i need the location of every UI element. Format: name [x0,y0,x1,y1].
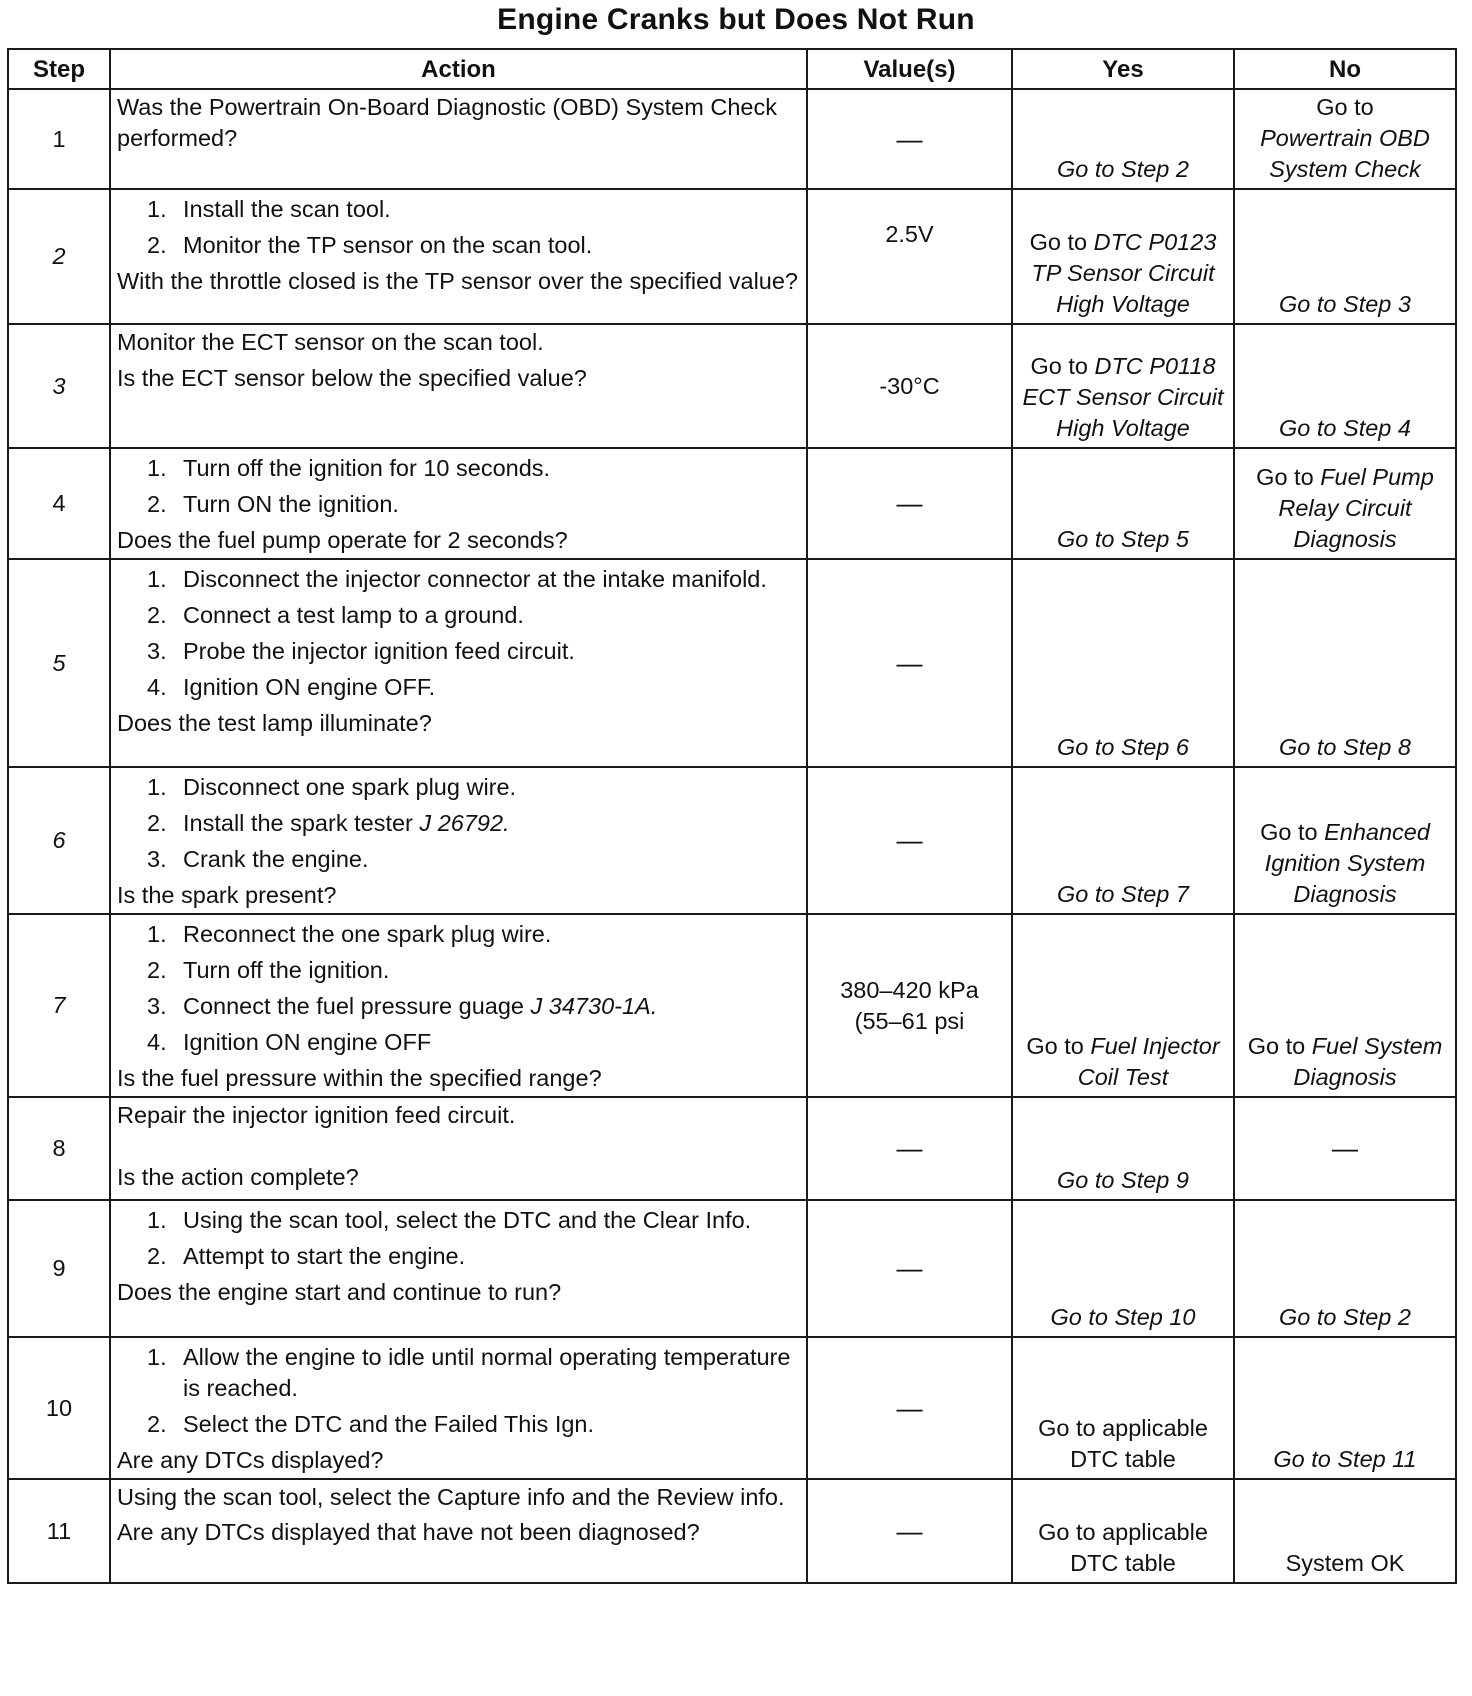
no-reference: Powertrain OBD System Check [1260,125,1430,182]
value-cell [807,914,1012,1097]
step-number: 10 [8,1337,110,1479]
action-substep: 2. Install the spark tester J 26792. [147,810,510,836]
no-prefix: Go to [1256,464,1314,490]
yes-cell: Go to Step 9 [1012,1097,1234,1200]
action-question: Is the action complete? [117,1164,359,1190]
table-row [8,1479,1456,1583]
table-row [8,189,1456,324]
action-question: Does the engine start and continue to run? [117,1279,562,1305]
no-reference: Fuel Pump Relay Circuit Diagnosis [1278,464,1434,552]
no-prefix: Go to [1260,819,1318,845]
diagnostic-table [7,48,1457,1584]
table-row [8,1337,1456,1479]
table-row [8,914,1456,1097]
table-row [8,89,1456,189]
action-substep: 2. Turn off the ignition. [147,957,390,983]
action-substep: 1. Turn off the ignition for 10 seconds. [147,455,551,481]
action-substep: 1. Reconnect the one spark plug wire. [147,921,552,947]
table-row [8,324,1456,448]
yes-cell: Go to Step 5 [1012,448,1234,559]
no-cell: — [1234,1097,1456,1200]
no-cell: Go to Step 2 [1234,1200,1456,1337]
yes-reference: DTC P0123 TP Sensor Circuit High Voltage [1031,229,1217,317]
no-cell: Go to Step 8 [1234,559,1456,767]
action-text: Using the scan tool, select the Capture info and the Review info. [117,1484,785,1510]
action-substep: 1. Disconnect one spark plug wire. [147,774,517,800]
step-number: 8 [8,1097,110,1200]
value-cell: — [807,448,1012,559]
no-cell [1234,767,1456,914]
yes-cell: Go to applicable DTC table [1012,1479,1234,1583]
action-substep: 1. Install the scan tool. [147,196,391,222]
action-substep: 2. Monitor the TP sensor on the scan tool. [147,232,593,258]
yes-cell [1012,189,1234,324]
action-substep: 2. Connect a test lamp to a ground. [147,602,524,628]
value-line: 380–420 kPa [840,976,979,1003]
no-cell [1234,914,1456,1097]
action-cell [110,914,807,1097]
action-cell [110,1479,807,1583]
action-substep: 3. Probe the injector ignition feed circuit. [147,638,575,664]
table-row [8,1097,1456,1200]
tool-reference: J 26792. [419,810,510,836]
yes-cell: Go to Step 7 [1012,767,1234,914]
no-cell: Go to Step 11 [1234,1337,1456,1479]
yes-cell: Go to Step 2 [1012,89,1234,189]
value-cell: — [807,89,1012,189]
step-number: 1 [8,89,110,189]
action-cell [110,448,807,559]
no-reference: Fuel System Diagnosis [1293,1033,1443,1090]
action-text: Was the Powertrain On-Board Diagnostic (OBD) System Check performed? [117,94,777,151]
action-question: Is the spark present? [117,882,337,908]
action-cell [110,1337,807,1479]
step-number: 11 [8,1479,110,1583]
action-question: Is the ECT sensor below the specified value? [117,365,587,391]
yes-cell: Go to applicable DTC table [1012,1337,1234,1479]
step-number: 9 [8,1200,110,1337]
value-cell: — [807,767,1012,914]
value-cell: -30°C [807,324,1012,448]
step-number: 5 [8,559,110,767]
header-no: No [1234,49,1456,89]
value-cell: — [807,1200,1012,1337]
action-substep: 1. Using the scan tool, select the DTC and the Clear Info. [147,1207,752,1233]
header-yes: Yes [1012,49,1234,89]
yes-cell [1012,324,1234,448]
yes-cell: Go to Step 6 [1012,559,1234,767]
yes-prefix: Go to [1026,1033,1084,1059]
step-number: 3 [8,324,110,448]
action-cell [110,1200,807,1337]
action-cell [110,767,807,914]
no-prefix: Go to [1316,94,1374,120]
action-question: Does the fuel pump operate for 2 seconds? [117,527,568,553]
table-row [8,767,1456,914]
action-substep: 1. Allow the engine to idle until normal operating temperature is reached. [147,1344,791,1401]
value-cell: — [807,1479,1012,1583]
value-cell: — [807,1337,1012,1479]
action-cell [110,89,807,189]
action-substep: 2. Attempt to start the engine. [147,1243,466,1269]
step-number: 6 [8,767,110,914]
action-text: Repair the injector ignition feed circuit. [117,1102,516,1128]
action-cell [110,1097,807,1200]
action-cell [110,189,807,324]
yes-prefix: Go to [1030,353,1088,379]
value-cell: 2.5V [807,189,1012,324]
action-cell [110,559,807,767]
table-row [8,1200,1456,1337]
action-substep: 3. Crank the engine. [147,846,369,872]
yes-cell [1012,914,1234,1097]
tool-reference: J 34730-1A. [530,993,658,1019]
value-cell: — [807,1097,1012,1200]
value-cell: — [807,559,1012,767]
action-substep: 3. Connect the fuel pressure guage J 34730-1A. [147,993,658,1019]
action-question: Are any DTCs displayed? [117,1447,384,1473]
no-cell [1234,448,1456,559]
action-text: Monitor the ECT sensor on the scan tool. [117,329,544,355]
no-cell: Go to Step 4 [1234,324,1456,448]
action-question: Is the fuel pressure within the specified range? [117,1065,602,1091]
header-action: Action [110,49,807,89]
step-number: 7 [8,914,110,1097]
no-cell [1234,89,1456,189]
action-substep: 1. Disconnect the injector connector at the intake manifold. [147,566,767,592]
action-question: Are any DTCs displayed that have not been diagnosed? [117,1519,700,1545]
action-substep: 2. Select the DTC and the Failed This Ign. [147,1411,595,1437]
action-question: Does the test lamp illuminate? [117,710,432,736]
action-cell [110,324,807,448]
action-substep: 2. Turn ON the ignition. [147,491,399,517]
header-step: Step [8,49,110,89]
header-row [8,49,1456,89]
action-substep: 4. Ignition ON engine OFF. [147,674,436,700]
no-prefix: Go to [1247,1033,1306,1059]
action-question: With the throttle closed is the TP sensor over the specified value? [117,268,798,294]
table-row [8,448,1456,559]
no-cell: System OK [1234,1479,1456,1583]
no-reference: Enhanced Ignition System Diagnosis [1264,819,1430,907]
step-number: 2 [8,189,110,324]
yes-cell: Go to Step 10 [1012,1200,1234,1337]
table-row [8,559,1456,767]
action-substep: 4. Ignition ON engine OFF [147,1029,432,1055]
value-line: (55–61 psi [854,1007,965,1034]
yes-prefix: Go to [1029,229,1088,255]
yes-reference: DTC P0118 ECT Sensor Circuit High Voltage [1022,353,1224,441]
step-number: 4 [8,448,110,559]
page-title: Engine Cranks but Does Not Run [497,3,975,36]
header-values: Value(s) [807,49,1012,89]
yes-reference: Fuel Injector Coil Test [1077,1033,1220,1090]
no-cell: Go to Step 3 [1234,189,1456,324]
